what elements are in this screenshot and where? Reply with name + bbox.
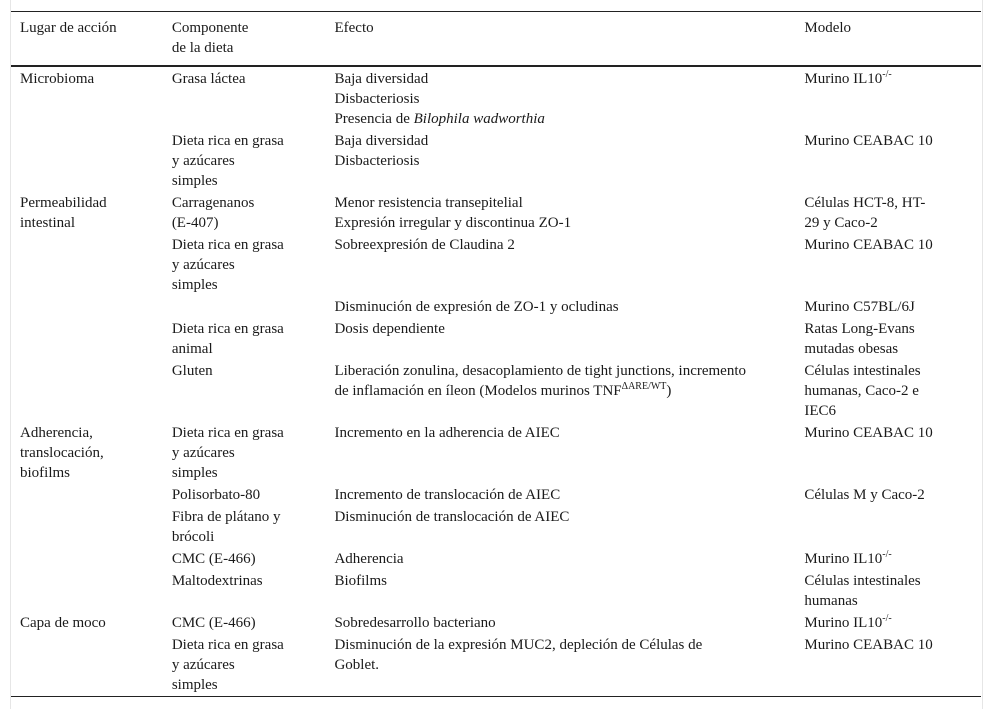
cell-lugar [11,484,163,506]
cell-efecto: Baja diversidad Disbacteriosis [334,133,429,169]
cell-componente: Polisorbato-80 [171,487,261,503]
cell-componente: Carragenanos (E-407) [171,195,255,231]
table-row [11,422,981,484]
header-efecto: Efecto [334,20,374,36]
species-name: Bilophila wadworthia [413,111,545,127]
table-row [11,506,981,548]
cell-componente: Dieta rica en grasa y azúcares simples [171,425,284,481]
cell-efecto: Disminución de la expresión MUC2, depleción de Células de Goblet. [334,637,703,673]
header-lugar: Lugar de acción [20,20,117,36]
cell-modelo: Murino CEABAC 10 [804,637,933,653]
cell-efecto: Dosis dependiente [334,321,445,337]
cell-modelo: Murino CEABAC 10 [804,133,933,149]
cell-lugar [11,234,163,296]
table-row [11,612,981,634]
cell-modelo: Murino CEABAC 10 [804,237,933,253]
cell-componente: Dieta rica en grasa animal [171,321,284,357]
cell-modelo: Murino CEABAC 10 [804,425,933,441]
cell-componente [163,296,326,318]
header-componente: Componente de la dieta [171,20,249,56]
cell-lugar [11,296,163,318]
cell-lugar: Permeabilidad intestinal [20,195,107,231]
table-row [11,484,981,506]
table-row [11,66,981,130]
table-row [11,130,981,192]
cell-modelo [795,506,981,548]
cell-modelo: Células M y Caco-2 [804,487,925,503]
cell-efecto: Menor resistencia transepitelial Expresión irregular y discontinua ZO-1 [334,195,572,231]
cell-componente: CMC (E-466) [171,551,256,567]
cell-modelo: Murino IL10-/- [804,549,892,567]
table-row [11,192,981,234]
table-row [11,234,981,296]
cell-efecto: Disminución de expresión de ZO-1 y ocludinas [334,299,619,315]
cell-efecto: Biofilms [334,573,387,589]
header-modelo: Modelo [804,20,852,36]
table-row [11,360,981,422]
cell-lugar [11,506,163,548]
cell-efecto: Incremento en la adherencia de AIEC [334,425,560,441]
cell-efecto: Sobreexpresión de Claudina 2 [334,237,515,253]
diet-effects-table [11,11,981,697]
cell-modelo: Ratas Long-Evans mutadas obesas [804,321,915,357]
table-row [11,296,981,318]
cell-componente: CMC (E-466) [171,615,256,631]
cell-modelo: Células intestinales humanas, Caco-2 e IEC6 [804,363,921,419]
table-row [11,634,981,697]
cell-efecto: Liberación zonulina, desacoplamiento de tight junctions, incremento de inflamación en íleon (Modelos murinos $TNF^{\Delta ARE/WT}$) [334,363,747,399]
cell-lugar [11,360,163,422]
cell-lugar: Adherencia, translocación, biofilms [20,425,104,481]
cell-modelo: Murino IL10-/- [804,613,892,631]
cell-efecto: Adherencia [334,551,404,567]
table-header-row [11,12,981,67]
cell-lugar: Capa de moco [20,615,106,631]
cell-efecto: Baja diversidad Disbacteriosis Presencia de Bilophila wadworthia [334,71,545,127]
cell-componente: Dieta rica en grasa y azúcares simples [171,637,284,693]
cell-componente: Gluten [171,363,213,379]
table-row [11,570,981,612]
cell-componente: Dieta rica en grasa y azúcares simples [171,237,284,293]
cell-efecto: Incremento de translocación de AIEC [334,487,561,503]
cell-efecto: Sobredesarrollo bacteriano [334,615,496,631]
cell-componente: Dieta rica en grasa y azúcares simples [171,133,284,189]
cell-componente: Grasa láctea [171,71,246,87]
cell-lugar [11,548,163,570]
cell-lugar [11,570,163,612]
cell-lugar [11,634,163,697]
cell-lugar [11,130,163,192]
cell-modelo: Murino C57BL/6J [804,299,915,315]
cell-lugar [11,318,163,360]
cell-modelo: Murino IL10-/- [804,69,892,87]
table-row [11,318,981,360]
cell-modelo: Células intestinales humanas [804,573,921,609]
cell-componente: Maltodextrinas [171,573,263,589]
cell-efecto: Disminución de translocación de AIEC [334,509,570,525]
cell-componente: Fibra de plátano y brócoli [171,509,281,545]
table-row [11,548,981,570]
cell-lugar: Microbioma [20,71,95,87]
cell-modelo: Células HCT-8, HT- 29 y Caco-2 [804,195,926,231]
